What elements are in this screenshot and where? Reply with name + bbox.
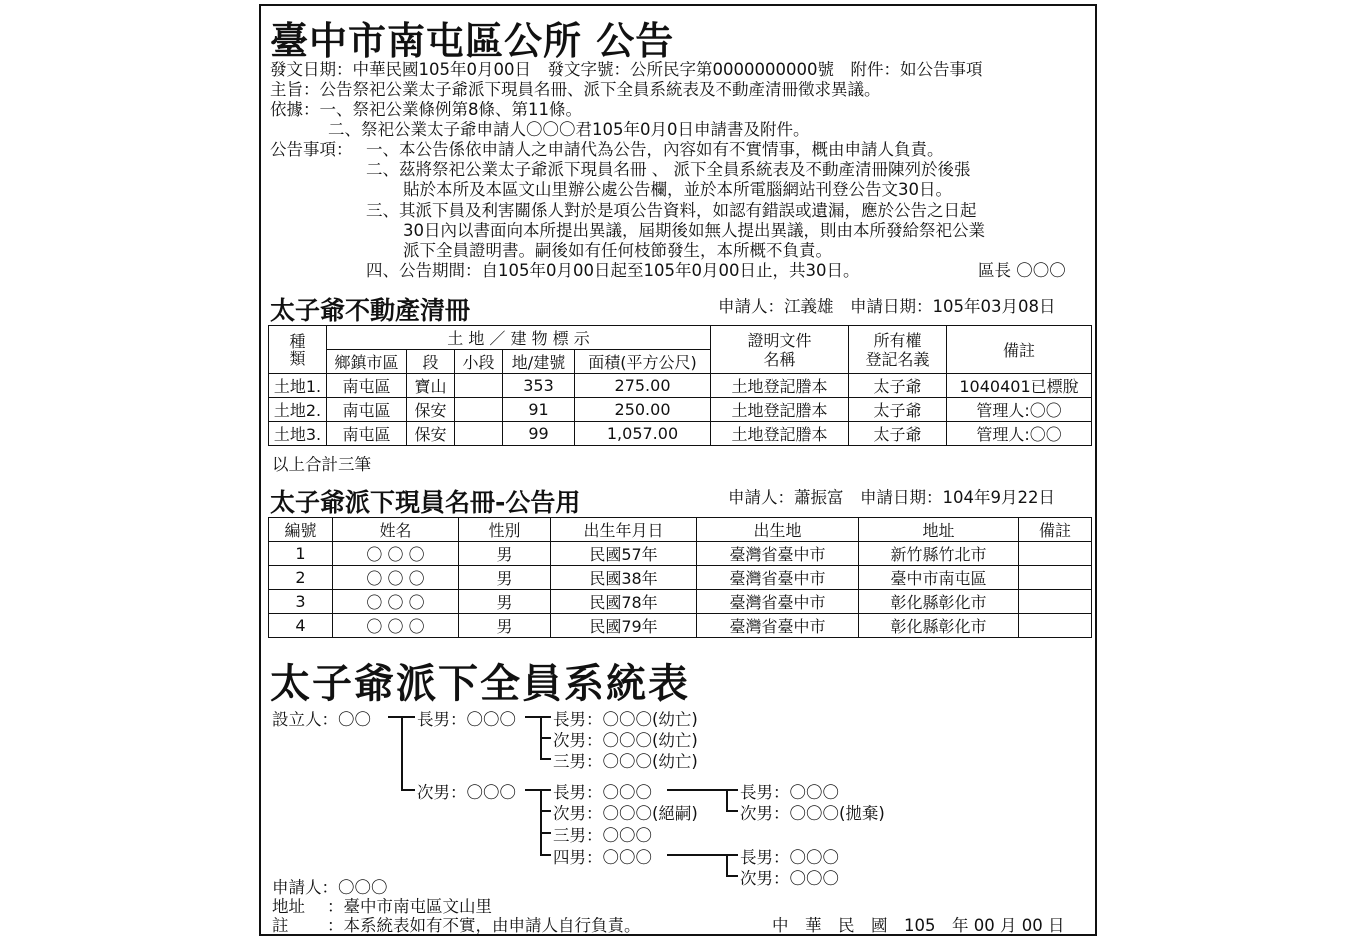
cell-birthplace: 臺灣省臺中市 — [697, 590, 859, 614]
members-header: 姓名 — [333, 518, 459, 542]
cell-area: 1,057.00 — [575, 422, 711, 446]
notice-item-2b: 貼於本所及本區文山里辦公處公告欄，並於本所電腦網站刊登公告文30日。 — [403, 180, 952, 199]
cell-type: 土地2. — [269, 398, 327, 422]
notice-subject: 主旨：公告祭祀公業太子爺派下現員名冊、派下全員系統表及不動產清冊徵求異議。 — [270, 80, 881, 99]
table-row — [269, 542, 1092, 566]
cell-area: 275.00 — [575, 374, 711, 398]
table-row — [269, 614, 1092, 638]
cell-address: 臺中市南屯區 — [859, 566, 1019, 590]
cell-section: 保安 — [407, 422, 455, 446]
property-table — [268, 325, 1092, 446]
property-header-note: 備註 — [947, 326, 1092, 374]
cell-owner: 太子爺 — [849, 398, 947, 422]
tree-title: 太子爺派下全員系統表 — [270, 661, 690, 707]
tree-son2-child2: 次男：〇〇〇(絕嗣) — [553, 804, 698, 823]
cell-birthplace: 臺灣省臺中市 — [697, 614, 859, 638]
cell-birthplace: 臺灣省臺中市 — [697, 542, 859, 566]
table-row — [269, 398, 1092, 422]
cell-owner: 太子爺 — [849, 374, 947, 398]
notice-item-3a: 三、其派下員及利害關係人對於是項公告資料，如認有錯誤或遺漏，應於公告之日起 — [366, 201, 977, 220]
table-row — [269, 422, 1092, 446]
cell-lot: 353 — [503, 374, 575, 398]
cell-district: 南屯區 — [327, 398, 407, 422]
notice-item-2a: 二、茲將祭祀公業太子爺派下現員名冊 、 派下全員系統表及不動產清冊陳列於後張 — [366, 160, 971, 179]
notice-items-label: 公告事項： — [270, 140, 353, 159]
table-row — [269, 374, 1092, 398]
cell-subsection — [455, 422, 503, 446]
cell-name: 〇 〇 〇 — [333, 614, 459, 638]
cell-area: 250.00 — [575, 398, 711, 422]
cell-doc: 土地登記謄本 — [711, 422, 849, 446]
footer-note-label: 註 — [272, 916, 289, 935]
cell-section: 保安 — [407, 398, 455, 422]
cell-type: 土地1. — [269, 374, 327, 398]
property-subheader: 鄉鎮市區 — [327, 350, 407, 374]
cell-note — [1019, 542, 1092, 566]
members-title: 太子爺派下現員名冊-公告用 — [270, 488, 581, 517]
property-applicant: 申請人：江義雄 申請日期：105年03月08日 — [718, 297, 1056, 316]
notice-item-4: 四、公告期間：自105年0月00日起至105年0月00日止，共30日。 — [366, 261, 860, 280]
cell-gender: 男 — [459, 614, 551, 638]
members-header: 出生年月日 — [551, 518, 697, 542]
cell-note — [1019, 566, 1092, 590]
tree-grandchild-1-2: 次男：〇〇〇(拋棄) — [740, 804, 885, 823]
members-header: 備註 — [1019, 518, 1092, 542]
cell-doc: 土地登記謄本 — [711, 374, 849, 398]
cell-number: 1 — [269, 542, 333, 566]
cell-note: 管理人:〇〇 — [947, 398, 1092, 422]
property-subheader: 面積(平方公尺) — [575, 350, 711, 374]
cell-gender: 男 — [459, 590, 551, 614]
cell-note — [1019, 614, 1092, 638]
notice-date-line: 發文日期：中華民國105年0月00日 發文字號：公所民字第0000000000號 附件：如公告事項 — [270, 60, 983, 79]
cell-gender: 男 — [459, 566, 551, 590]
cell-subsection — [455, 374, 503, 398]
cell-section: 寶山 — [407, 374, 455, 398]
property-header-type: 種 類 — [269, 326, 327, 374]
cell-note: 管理人:〇〇 — [947, 422, 1092, 446]
cell-district: 南屯區 — [327, 422, 407, 446]
footer-note-value: ：本系統表如有不實，由申請人自行負責。 — [327, 916, 641, 935]
tree-son1-child3: 三男：〇〇〇(幼亡) — [553, 752, 698, 771]
table-row — [269, 566, 1092, 590]
footer-date: 中 華 民 國 105 年 00 月 00 日 — [772, 916, 1065, 935]
cell-address: 新竹縣竹北市 — [859, 542, 1019, 566]
tree-grandchild-4-2: 次男：〇〇〇 — [740, 869, 839, 888]
property-subheader: 地/建號 — [503, 350, 575, 374]
tree-grandchild-4-1: 長男：〇〇〇 — [740, 848, 839, 867]
tree-son2-child4: 四男：〇〇〇 — [553, 848, 652, 867]
members-header: 性別 — [459, 518, 551, 542]
notice-item-3b: 30日內以書面向本所提出異議，屆期後如無人提出異議，則由本所發給祭祀公業 — [403, 221, 985, 240]
property-header-group: 土 地 ／ 建 物 標 示 — [327, 326, 711, 350]
footer-applicant: 申請人：〇〇〇 — [272, 878, 388, 897]
cell-birthdate: 民國38年 — [551, 566, 697, 590]
table-row — [269, 590, 1092, 614]
cell-name: 〇 〇 〇 — [333, 566, 459, 590]
cell-name: 〇 〇 〇 — [333, 590, 459, 614]
notice-title: 臺中市南屯區公所 公告 — [270, 19, 675, 63]
tree-son1-child1: 長男：〇〇〇(幼亡) — [553, 710, 698, 729]
cell-name: 〇 〇 〇 — [333, 542, 459, 566]
cell-number: 2 — [269, 566, 333, 590]
footer-address-value: ：臺中市南屯區文山里 — [327, 897, 492, 916]
tree-son1-child2: 次男：〇〇〇(幼亡) — [553, 731, 698, 750]
cell-gender: 男 — [459, 542, 551, 566]
members-header: 出生地 — [697, 518, 859, 542]
cell-lot: 99 — [503, 422, 575, 446]
tree-founder: 設立人：〇〇 — [272, 710, 371, 729]
tree-son2-child3: 三男：〇〇〇 — [553, 826, 652, 845]
cell-subsection — [455, 398, 503, 422]
property-subheader: 小段 — [455, 350, 503, 374]
tree-son1: 長男：〇〇〇 — [417, 710, 516, 729]
notice-item-1: 一、本公告係依申請人之申請代為公告，內容如有不實情事，概由申請人負責。 — [366, 140, 944, 159]
tree-grandchild-1-1: 長男：〇〇〇 — [740, 783, 839, 802]
property-title: 太子爺不動產清冊 — [270, 296, 471, 325]
cell-birthdate: 民國57年 — [551, 542, 697, 566]
tree-son2-child1: 長男：〇〇〇 — [553, 783, 652, 802]
footer-address-label: 地址 — [272, 897, 305, 916]
tree-son2: 次男：〇〇〇 — [417, 783, 516, 802]
cell-number: 3 — [269, 590, 333, 614]
notice-item-3c: 派下全員證明書。嗣後如有任何枝節發生，本所概不負責。 — [403, 241, 832, 260]
notice-basis-1: 依據：一、祭祀公業條例第8條、第11條。 — [270, 100, 582, 119]
cell-number: 4 — [269, 614, 333, 638]
cell-district: 南屯區 — [327, 374, 407, 398]
property-header-owner: 所有權 登記名義 — [849, 326, 947, 374]
cell-note — [1019, 590, 1092, 614]
members-applicant: 申請人：蕭振富 申請日期：104年9月22日 — [728, 488, 1055, 507]
cell-owner: 太子爺 — [849, 422, 947, 446]
property-total: 以上合計三筆 — [272, 455, 371, 474]
property-header-doc: 證明文件 名稱 — [711, 326, 849, 374]
notice-basis-2: 二、祭祀公業太子爺申請人〇〇〇君105年0月0日申請書及附件。 — [328, 120, 810, 139]
cell-address: 彰化縣彰化市 — [859, 614, 1019, 638]
cell-type: 土地3. — [269, 422, 327, 446]
cell-birthdate: 民國78年 — [551, 590, 697, 614]
cell-doc: 土地登記謄本 — [711, 398, 849, 422]
cell-address: 彰化縣彰化市 — [859, 590, 1019, 614]
members-header: 編號 — [269, 518, 333, 542]
notice-signer: 區長 〇〇〇 — [978, 261, 1066, 280]
members-header: 地址 — [859, 518, 1019, 542]
property-subheader: 段 — [407, 350, 455, 374]
cell-lot: 91 — [503, 398, 575, 422]
cell-birthdate: 民國79年 — [551, 614, 697, 638]
members-table — [268, 517, 1092, 638]
cell-note: 1040401已標脫 — [947, 374, 1092, 398]
cell-birthplace: 臺灣省臺中市 — [697, 566, 859, 590]
